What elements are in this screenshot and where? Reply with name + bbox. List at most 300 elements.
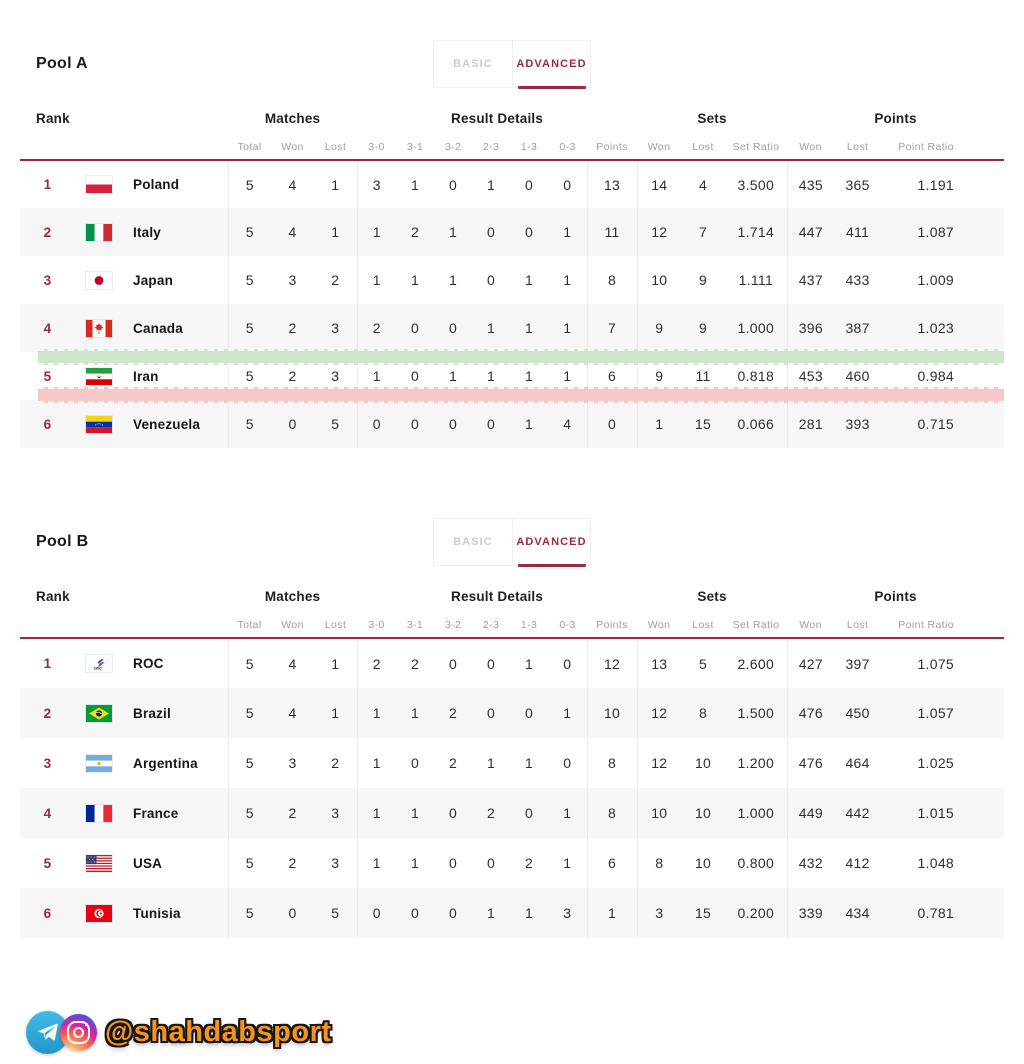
group-header-points: Points <box>874 110 917 126</box>
stat-cell: 1 <box>357 256 396 304</box>
column-subheader-row <box>20 134 1004 160</box>
flag-cell <box>75 208 123 256</box>
pool-section-pool-b <box>20 518 1004 938</box>
col-3-0: 3-0 <box>357 134 396 160</box>
tunisia-flag-icon <box>86 905 112 922</box>
stat-cell: 1 <box>525 416 534 432</box>
col-matches-lost: Lost <box>314 134 357 160</box>
canada-flag-icon <box>86 320 112 337</box>
stat-cell: 1.500 <box>737 705 775 721</box>
stat-cell: 0 <box>487 416 496 432</box>
table-row <box>20 160 1004 208</box>
stat-cell: 0 <box>487 272 496 288</box>
team-name: ROC <box>133 656 164 671</box>
view-tabs <box>433 518 591 566</box>
stat-cell: 3 <box>288 272 297 288</box>
stat-cell: 1 <box>525 272 534 288</box>
stat-cell: 412 <box>845 855 870 871</box>
stat-cell: 5 <box>228 304 271 352</box>
col-total: Total <box>228 134 271 160</box>
stat-cell: 1.714 <box>737 224 775 240</box>
stat-cell: 4 <box>563 416 572 432</box>
stat-cell: 1 <box>331 655 340 672</box>
stat-cell: 6 <box>587 838 637 888</box>
venezuela-flag-icon <box>86 416 112 433</box>
view-tabs <box>433 40 591 88</box>
stat-cell: 10 <box>694 805 712 821</box>
team-name: France <box>133 805 179 821</box>
stat-cell: 1 <box>525 368 534 384</box>
team-name: Japan <box>133 272 174 288</box>
stat-cell: 2 <box>331 755 340 771</box>
stat-cell: 0 <box>449 805 458 821</box>
stat-cell: 0.781 <box>917 905 954 921</box>
stat-cell: 1.025 <box>917 755 954 771</box>
stat-cell: 460 <box>845 368 870 384</box>
stat-cell: 1.009 <box>917 272 954 288</box>
col-matches-won: Won <box>271 612 314 638</box>
stat-cell: 0 <box>357 400 396 448</box>
stat-cell: 1 <box>411 272 420 288</box>
stat-cell: 432 <box>787 838 834 888</box>
stat-cell: 0 <box>525 705 534 721</box>
stat-cell: 1 <box>357 788 396 838</box>
stat-cell: 0 <box>449 655 458 672</box>
stat-cell: 5 <box>228 688 271 738</box>
stat-cell: 5 <box>228 400 271 448</box>
stat-cell: 1 <box>563 855 572 871</box>
stat-cell: 1 <box>563 368 572 384</box>
stat-cell: 5 <box>699 655 708 672</box>
stat-cell: 1 <box>449 272 458 288</box>
group-header-matches: Matches <box>264 110 321 126</box>
stat-cell: 1 <box>357 738 396 788</box>
argentina-flag-icon <box>86 755 112 772</box>
stat-cell: 10 <box>694 855 712 871</box>
stat-cell: 0.818 <box>737 368 775 384</box>
stat-cell: 2 <box>288 368 297 384</box>
stat-cell: 0 <box>525 176 534 193</box>
stat-cell: 3 <box>357 160 396 208</box>
col-set-ratio: Set Ratio <box>725 612 787 638</box>
stat-cell: 464 <box>845 755 870 771</box>
stat-cell: 4 <box>288 655 297 672</box>
flag-cell <box>75 888 123 938</box>
stat-cell: 411 <box>845 224 870 240</box>
stat-cell: 1 <box>487 320 496 336</box>
stat-cell: 2.600 <box>737 655 775 672</box>
standings-table-wrap <box>20 580 1004 938</box>
team-name: Venezuela <box>133 416 201 432</box>
col-point-ratio: Point Ratio <box>881 134 1004 160</box>
stat-cell: 0.984 <box>917 368 954 384</box>
stat-cell: 1 <box>487 368 496 384</box>
stat-cell: 0 <box>288 416 297 432</box>
rank-cell: 4 <box>43 320 52 336</box>
stat-cell: 1 <box>331 176 340 193</box>
group-header-points: Points <box>874 588 917 604</box>
rank-cell: 5 <box>43 368 52 384</box>
col-0-3: 0-3 <box>548 134 587 160</box>
stat-cell: 1.023 <box>917 320 954 336</box>
france-flag-icon <box>86 805 112 822</box>
stat-cell: 453 <box>787 352 834 400</box>
stat-cell: 1 <box>587 888 637 938</box>
stat-cell: 5 <box>331 905 340 921</box>
stat-cell: 2 <box>449 755 458 771</box>
group-header-rank: Rank <box>36 588 70 604</box>
team-name: Poland <box>133 177 180 192</box>
iran-flag-icon <box>86 368 112 385</box>
usa-flag-icon <box>86 855 112 872</box>
stat-cell: 5 <box>228 738 271 788</box>
stat-cell: 2 <box>411 224 420 240</box>
stat-cell: 8 <box>699 705 708 721</box>
active-tab-underline <box>518 86 586 89</box>
table-row <box>20 638 1004 688</box>
stat-cell: 1.200 <box>737 755 775 771</box>
stat-cell: 1.000 <box>737 320 775 336</box>
stat-cell: 13 <box>637 638 681 688</box>
pool-title: Pool B <box>36 533 89 550</box>
table-row <box>20 688 1004 738</box>
stat-cell: 10 <box>637 256 681 304</box>
stat-cell: 1 <box>411 176 420 193</box>
stat-cell: 0 <box>487 855 496 871</box>
team-name: Italy <box>133 224 162 240</box>
stat-cell: 5 <box>228 256 271 304</box>
stat-cell: 8 <box>587 738 637 788</box>
stat-cell: 3 <box>331 855 340 871</box>
stat-cell: 2 <box>487 805 496 821</box>
instagram-icon <box>60 1014 97 1051</box>
col-set-ratio: Set Ratio <box>725 134 787 160</box>
col-points-won: Won <box>787 134 834 160</box>
stat-cell: 447 <box>787 208 834 256</box>
stat-cell: 437 <box>787 256 834 304</box>
rank-cell: 4 <box>43 805 52 821</box>
stat-cell: 12 <box>637 738 681 788</box>
stat-cell: 8 <box>587 788 637 838</box>
stat-cell: 1.000 <box>737 805 775 821</box>
stat-cell: 1 <box>563 320 572 336</box>
stat-cell: 0 <box>411 368 420 384</box>
stat-cell: 10 <box>637 788 681 838</box>
rank-cell: 6 <box>43 416 52 432</box>
stat-cell: 3 <box>331 320 340 336</box>
stat-cell: 0 <box>487 705 496 721</box>
stat-cell: 3.500 <box>737 176 775 193</box>
active-tab-underline <box>518 564 586 567</box>
stat-cell: 1.057 <box>917 705 954 721</box>
table-row <box>20 208 1004 256</box>
rank-cell: 1 <box>43 177 52 192</box>
japan-flag-icon <box>86 272 112 289</box>
pool-header <box>20 518 1004 566</box>
stat-cell: 5 <box>228 888 271 938</box>
flag-cell <box>75 638 123 688</box>
stat-cell: 15 <box>694 905 712 921</box>
italy-flag-icon <box>86 224 112 241</box>
stat-cell: 8 <box>587 256 637 304</box>
pools-container <box>20 40 1004 938</box>
tab-advanced-label: ADVANCED <box>516 58 587 70</box>
group-header-result-details: Result Details <box>451 110 544 126</box>
stat-cell: 5 <box>228 638 271 688</box>
stat-cell: 1 <box>357 688 396 738</box>
col-sets-won: Won <box>637 612 681 638</box>
flag-cell <box>75 352 123 400</box>
stat-cell: 1 <box>357 838 396 888</box>
col-2-3: 2-3 <box>472 612 510 638</box>
poland-flag-icon <box>86 176 112 193</box>
column-group-row <box>20 102 1004 134</box>
stat-cell: 3 <box>331 805 340 821</box>
flag-cell <box>75 400 123 448</box>
col-points-lost: Lost <box>834 612 881 638</box>
stat-cell: 9 <box>637 352 681 400</box>
stat-cell: 1 <box>357 352 396 400</box>
stat-cell: 1.015 <box>917 805 954 821</box>
stat-cell: 397 <box>845 655 870 672</box>
col-1-3: 1-3 <box>510 612 548 638</box>
stat-cell: 2 <box>411 655 420 672</box>
stat-cell: 1.111 <box>738 272 774 288</box>
stat-cell: 4 <box>288 176 297 193</box>
rank-cell: 1 <box>43 656 52 671</box>
stat-cell: 1 <box>525 320 534 336</box>
rank-cell: 5 <box>43 855 52 871</box>
group-header-sets: Sets <box>697 588 727 604</box>
standings-table <box>20 102 1004 448</box>
col-3-2: 3-2 <box>434 612 472 638</box>
flag-cell <box>75 688 123 738</box>
stat-cell: 396 <box>787 304 834 352</box>
stat-cell: 0 <box>449 905 458 921</box>
col-points-won: Won <box>787 612 834 638</box>
standings-body <box>20 160 1004 448</box>
stat-cell: 11 <box>587 208 637 256</box>
team-name: Tunisia <box>133 905 181 921</box>
column-group-row <box>20 580 1004 612</box>
stat-cell: 435 <box>787 160 834 208</box>
standings-table-wrap <box>20 102 1004 448</box>
stat-cell: 476 <box>787 688 834 738</box>
stat-cell: 1 <box>563 805 572 821</box>
standings-table <box>20 580 1004 938</box>
col-match-points: Points <box>587 134 637 160</box>
table-row <box>20 400 1004 448</box>
table-row <box>20 788 1004 838</box>
stat-cell: 0 <box>525 805 534 821</box>
stat-cell: 387 <box>845 320 870 336</box>
stat-cell: 1 <box>449 368 458 384</box>
col-point-ratio: Point Ratio <box>881 612 1004 638</box>
stat-cell: 1 <box>525 655 534 672</box>
stat-cell: 365 <box>845 176 870 193</box>
stat-cell: 1 <box>411 855 420 871</box>
flag-cell <box>75 788 123 838</box>
page <box>0 40 1024 1064</box>
stat-cell: 2 <box>449 705 458 721</box>
stat-cell: 0 <box>525 224 534 240</box>
col-matches-won: Won <box>271 134 314 160</box>
group-header-matches: Matches <box>264 588 321 604</box>
stat-cell: 281 <box>787 400 834 448</box>
stat-cell: 15 <box>694 416 712 432</box>
stat-cell: 1 <box>525 755 534 771</box>
stat-cell: 1 <box>487 176 496 193</box>
col-points-lost: Lost <box>834 134 881 160</box>
stat-cell: 1 <box>637 400 681 448</box>
flag-cell <box>75 160 123 208</box>
team-name: Brazil <box>133 705 171 721</box>
brazil-flag-icon <box>86 705 112 722</box>
stat-cell: 4 <box>288 705 297 721</box>
stat-cell: 1.087 <box>917 224 954 240</box>
watermark <box>26 1006 332 1058</box>
stat-cell: 13 <box>587 160 637 208</box>
stat-cell: 0 <box>449 416 458 432</box>
stat-cell: 5 <box>228 838 271 888</box>
stat-cell: 5 <box>228 160 271 208</box>
stat-cell: 339 <box>787 888 834 938</box>
team-name: Iran <box>133 368 159 384</box>
stat-cell: 0 <box>411 416 420 432</box>
tab-basic[interactable] <box>433 40 512 88</box>
pool-header <box>20 40 1004 88</box>
stat-cell: 0 <box>563 176 572 193</box>
stat-cell: 5 <box>228 788 271 838</box>
stat-cell: 0 <box>487 224 496 240</box>
stat-cell: 2 <box>331 272 340 288</box>
stat-cell: 1.075 <box>917 655 954 672</box>
stat-cell: 2 <box>288 805 297 821</box>
stat-cell: 0.800 <box>737 855 775 871</box>
stat-cell: 1 <box>449 224 458 240</box>
group-header-result-details: Result Details <box>451 588 544 604</box>
tab-basic[interactable] <box>433 518 512 566</box>
stat-cell: 1 <box>563 224 572 240</box>
stat-cell: 6 <box>587 352 637 400</box>
col-sets-lost: Lost <box>681 612 725 638</box>
stat-cell: 1 <box>411 805 420 821</box>
pool-title: Pool A <box>36 55 88 72</box>
stat-cell: 3 <box>637 888 681 938</box>
subheader-spacer <box>20 134 228 160</box>
team-name: Argentina <box>133 755 198 771</box>
stat-cell: 0 <box>411 320 420 336</box>
stat-cell: 10 <box>587 688 637 738</box>
col-total: Total <box>228 612 271 638</box>
flag-cell <box>75 256 123 304</box>
stat-cell: 1 <box>563 272 572 288</box>
flag-cell <box>75 304 123 352</box>
instagram-flash-dot <box>85 1023 88 1026</box>
stat-cell: 2 <box>288 320 297 336</box>
stat-cell: 442 <box>845 805 870 821</box>
group-header-rank: Rank <box>36 110 70 126</box>
stat-cell: 393 <box>845 416 870 432</box>
rank-cell: 2 <box>43 705 52 721</box>
stat-cell: 0 <box>449 320 458 336</box>
flag-cell <box>75 738 123 788</box>
tab-basic-label: BASIC <box>453 58 493 70</box>
instagram-lens <box>73 1027 84 1038</box>
stat-cell: 1 <box>357 208 396 256</box>
rank-cell: 3 <box>43 272 52 288</box>
table-row <box>20 838 1004 888</box>
stat-cell: 0 <box>449 855 458 871</box>
stat-cell: 1.048 <box>917 855 954 871</box>
stat-cell: 2 <box>525 855 534 871</box>
stat-cell: 12 <box>637 208 681 256</box>
stat-cell: 8 <box>637 838 681 888</box>
table-row <box>20 738 1004 788</box>
col-3-1: 3-1 <box>396 134 434 160</box>
tab-advanced[interactable] <box>512 40 591 88</box>
watermark-handle: @shahdabsport <box>105 1015 332 1048</box>
group-header-sets: Sets <box>697 110 727 126</box>
stat-cell: 11 <box>695 368 711 384</box>
column-subheader-row <box>20 612 1004 638</box>
stat-cell: 0 <box>487 655 496 672</box>
stat-cell: 7 <box>587 304 637 352</box>
stat-cell: 0 <box>357 888 396 938</box>
team-name: Canada <box>133 320 183 336</box>
stat-cell: 0 <box>587 400 637 448</box>
stat-cell: 5 <box>228 208 271 256</box>
pool-section-pool-a <box>20 40 1004 448</box>
stat-cell: 2 <box>357 304 396 352</box>
stat-cell: 12 <box>587 638 637 688</box>
stat-cell: 1 <box>487 755 496 771</box>
stat-cell: 1 <box>331 705 340 721</box>
stat-cell: 4 <box>699 176 708 193</box>
stat-cell: 4 <box>288 224 297 240</box>
stat-cell: 9 <box>699 272 708 288</box>
stat-cell: 14 <box>637 160 681 208</box>
col-match-points: Points <box>587 612 637 638</box>
team-name: USA <box>133 855 163 871</box>
rank-cell: 3 <box>43 755 52 771</box>
tab-advanced[interactable] <box>512 518 591 566</box>
table-row <box>20 352 1004 400</box>
stat-cell: 9 <box>699 320 708 336</box>
stat-cell: 0 <box>563 755 572 771</box>
table-row <box>20 256 1004 304</box>
col-1-3: 1-3 <box>510 134 548 160</box>
stat-cell: 12 <box>637 688 681 738</box>
col-sets-lost: Lost <box>681 134 725 160</box>
stat-cell: 1 <box>525 905 534 921</box>
stat-cell: 476 <box>787 738 834 788</box>
stat-cell: 427 <box>787 638 834 688</box>
tab-advanced-label: ADVANCED <box>516 536 587 548</box>
stat-cell: 0 <box>449 176 458 193</box>
roc-flag-icon <box>86 655 112 672</box>
standings-body <box>20 638 1004 938</box>
stat-cell: 0 <box>288 905 297 921</box>
rank-cell: 2 <box>43 224 52 240</box>
stat-cell: 3 <box>288 755 297 771</box>
stat-cell: 1 <box>487 905 496 921</box>
tab-basic-label: BASIC <box>453 536 493 548</box>
stat-cell: 7 <box>699 224 708 240</box>
subheader-spacer <box>20 612 228 638</box>
stat-cell: 450 <box>845 705 870 721</box>
stat-cell: 3 <box>563 905 572 921</box>
